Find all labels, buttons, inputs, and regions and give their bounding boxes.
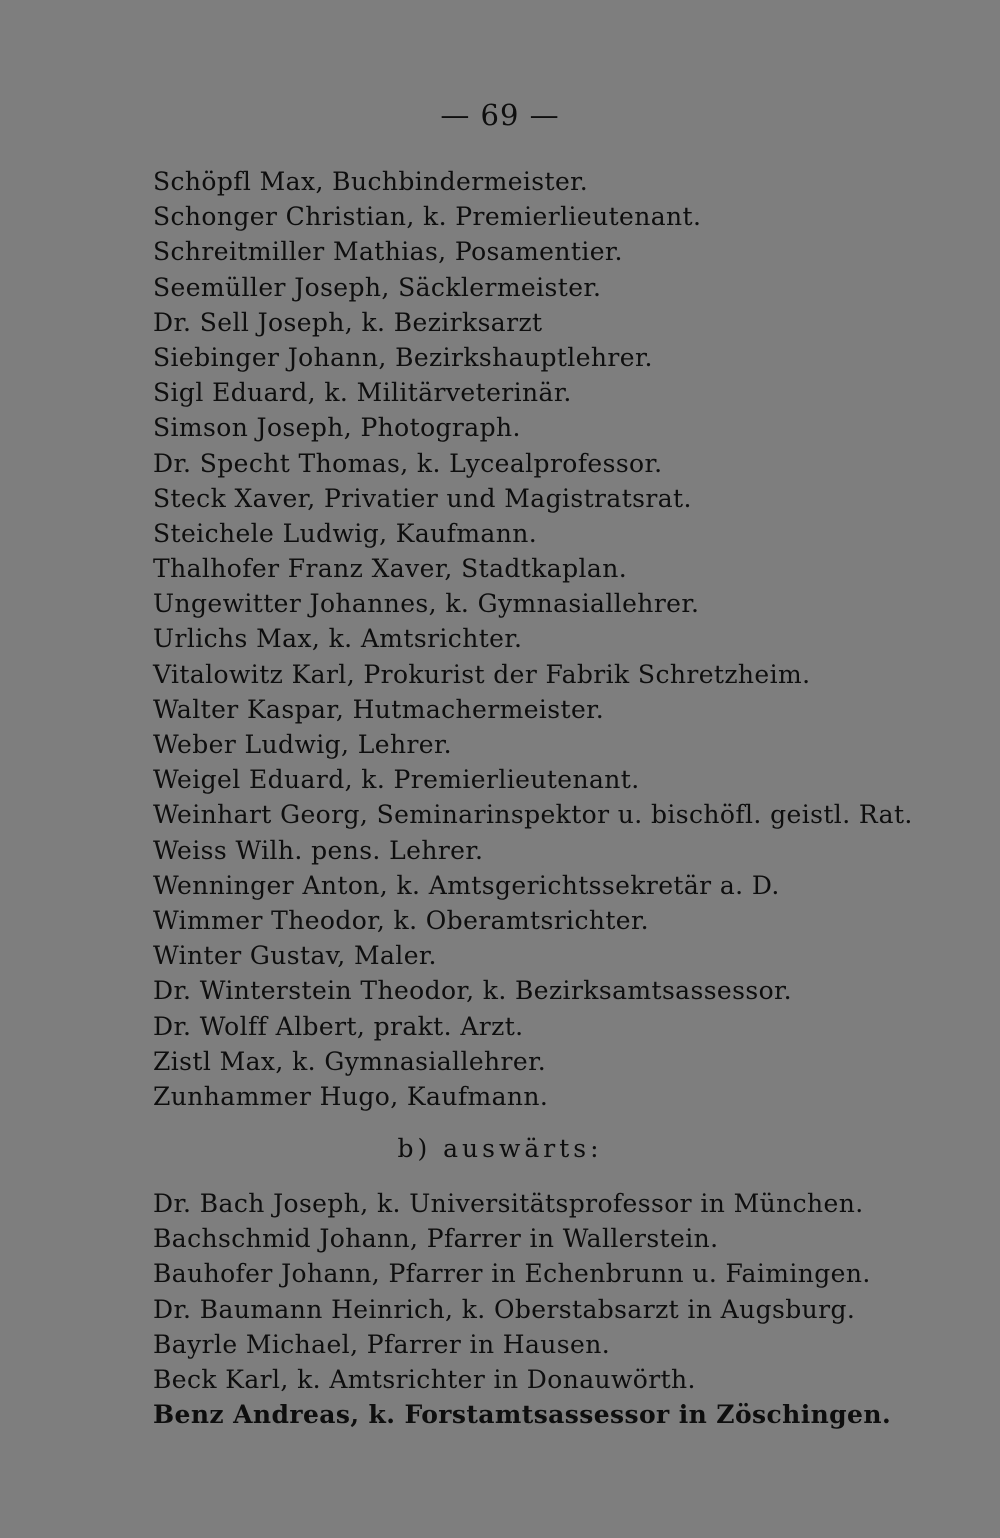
list-item: Walter Kaspar, Hutmachermeister. [153,694,605,724]
list-item: Benz Andreas, k. Forstamtsassessor in Zöschingen. [153,1400,892,1430]
list-item: Simson Joseph, Photograph. [153,413,521,443]
list-item: Dr. Bach Joseph, k. Universitätsprofessor in München. [153,1189,864,1218]
page-number: — 69 — [440,98,560,132]
list-item: Zunhammer Hugo, Kaufmann. [153,1081,549,1111]
list-item: Dr. Wolff Albert, prakt. Arzt. [153,1011,524,1041]
member-list-local [153,164,913,1114]
member-list-away [153,1186,891,1432]
list-item: Beck Karl, k. Amtsrichter in Donauwörth. [153,1364,696,1394]
list-item: Weinhart Georg, Seminarinspektor u. bischöfl. geistl. Rat. [153,800,913,830]
list-item: Thalhofer Franz Xaver, Stadtkaplan. [153,554,628,584]
list-item: Bauhofer Johann, Pfarrer in Echenbrunn u. Faimingen. [153,1259,871,1289]
section-heading: b) auswärts: [397,1134,603,1163]
list-item: Seemüller Joseph, Säcklermeister. [153,272,602,302]
list-item: Weigel Eduard, k. Premierlieutenant. [153,765,640,795]
list-item: Schonger Christian, k. Premierlieutenant. [153,202,702,232]
list-item: Urlichs Max, k. Amtsrichter. [153,624,523,654]
list-item: Ungewitter Johannes, k. Gymnasiallehrer. [153,589,700,619]
list-item: Vitalowitz Karl, Prokurist der Fabrik Schretzheim. [153,659,811,689]
list-item: Wimmer Theodor, k. Oberamtsrichter. [153,905,649,935]
list-item: Steck Xaver, Privatier und Magistratsrat. [153,483,692,513]
list-item: Weiss Wilh. pens. Lehrer. [153,835,484,865]
list-item: Dr. Sell Joseph, k. Bezirksarzt [153,307,543,337]
list-item: Dr. Specht Thomas, k. Lycealprofessor. [153,448,663,478]
list-item: Zistl Max, k. Gymnasiallehrer. [153,1046,547,1076]
list-item: Weber Ludwig, Lehrer. [153,730,452,759]
list-item: Dr. Baumann Heinrich, k. Oberstabsarzt in Augsburg. [153,1294,856,1324]
list-item: Wenninger Anton, k. Amtsgerichtssekretär a. D. [153,870,780,900]
list-item: Bachschmid Johann, Pfarrer in Wallerstein. [153,1224,719,1254]
list-item: Steichele Ludwig, Kaufmann. [153,518,538,548]
list-item: Bayrle Michael, Pfarrer in Hausen. [153,1329,611,1359]
list-item: Schöpfl Max, Buchbindermeister. [153,167,589,196]
list-item: Winter Gustav, Maler. [153,941,437,971]
list-item: Sigl Eduard, k. Militärveterinär. [153,378,572,408]
list-item: Schreitmiller Mathias, Posamentier. [153,237,623,267]
list-item: Siebinger Johann, Bezirkshauptlehrer. [153,342,653,372]
list-item: Dr. Winterstein Theodor, k. Bezirksamtsassessor. [153,976,792,1006]
